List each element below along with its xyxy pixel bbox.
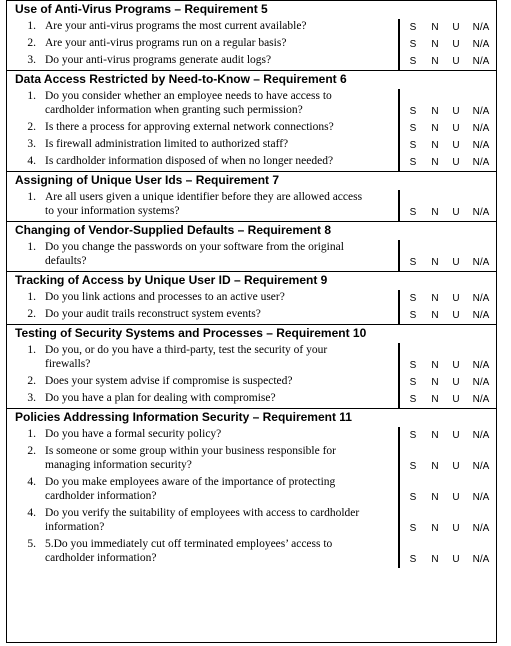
question-number: 3. <box>27 54 36 66</box>
option-na[interactable]: N/A <box>472 310 490 321</box>
question-text-line: Do your anti-virus programs generate audit logs? <box>45 54 272 66</box>
question-text-line: managing information security? <box>45 459 192 471</box>
option-n[interactable]: N <box>431 293 439 304</box>
option-u[interactable]: U <box>452 554 460 565</box>
option-u[interactable]: U <box>452 492 460 503</box>
option-u[interactable]: U <box>452 56 460 67</box>
question-text <box>45 444 398 472</box>
question-number: 1. <box>27 20 36 32</box>
question-text <box>45 374 398 388</box>
question-text-line: Do you consider whether an employee needs to have access to <box>45 90 332 102</box>
question-number: 1. <box>27 191 36 203</box>
question-text-line: firewalls? <box>45 358 91 370</box>
question-text-line: information? <box>45 521 105 533</box>
option-s[interactable]: S <box>409 492 417 503</box>
question-text-line: Do you have a formal security policy? <box>45 428 222 440</box>
option-u[interactable]: U <box>452 523 460 534</box>
question-row <box>7 53 496 70</box>
option-u[interactable]: U <box>452 106 460 117</box>
option-s[interactable]: S <box>409 257 417 268</box>
question-number: 1. <box>27 241 36 253</box>
question-text-line: to your information systems? <box>45 205 180 217</box>
option-u[interactable]: U <box>452 310 460 321</box>
option-na[interactable]: N/A <box>472 106 490 117</box>
question-text-line: defaults? <box>45 255 87 267</box>
answer-options <box>398 36 496 53</box>
question-number: 1. <box>27 291 36 303</box>
question-text <box>45 391 398 405</box>
answer-options <box>398 427 496 444</box>
question-row <box>7 137 496 154</box>
option-n[interactable]: N <box>431 492 439 503</box>
section-title: Data Access Restricted by Need-to-Know – Requirement 6 <box>15 72 347 86</box>
option-s[interactable]: S <box>409 22 417 33</box>
option-na[interactable]: N/A <box>472 157 490 168</box>
option-n[interactable]: N <box>431 207 439 218</box>
question-number: 2. <box>27 308 36 320</box>
question-row <box>7 537 496 568</box>
option-na[interactable]: N/A <box>472 523 490 534</box>
answer-options <box>398 120 496 137</box>
question-number: 4. <box>27 155 36 167</box>
option-n[interactable]: N <box>431 430 439 441</box>
option-u[interactable]: U <box>452 39 460 50</box>
question-text <box>45 343 398 371</box>
requirement-section <box>7 272 496 325</box>
option-u[interactable]: U <box>452 461 460 472</box>
option-na[interactable]: N/A <box>472 56 490 67</box>
option-n[interactable]: N <box>431 461 439 472</box>
section-title: Use of Anti-Virus Programs – Requirement 5 <box>15 2 268 16</box>
question-text-line: Is someone or some group within your business responsible for <box>45 445 336 457</box>
question-text-line: cardholder information? <box>45 552 157 564</box>
question-text-line: 5.Do you immediately cut off terminated employees’ access to <box>45 538 333 550</box>
question-number: 4. <box>27 476 36 488</box>
option-na[interactable]: N/A <box>472 554 490 565</box>
option-s[interactable]: S <box>409 523 417 534</box>
question-text-line: Do you have a plan for dealing with compromise? <box>45 392 276 404</box>
question-text-line: Is firewall administration limited to authorized staff? <box>45 138 289 150</box>
option-n[interactable]: N <box>431 123 439 134</box>
option-na[interactable]: N/A <box>472 461 490 472</box>
question-text <box>45 475 398 503</box>
answer-options <box>398 374 496 391</box>
option-na[interactable]: N/A <box>472 492 490 503</box>
question-number: 1. <box>27 90 36 102</box>
answer-options <box>398 343 496 374</box>
section-title: Changing of Vendor-Supplied Defaults – Requirement 8 <box>15 223 332 237</box>
option-na[interactable]: N/A <box>472 207 490 218</box>
answer-options <box>398 506 496 537</box>
question-row <box>7 36 496 53</box>
option-n[interactable]: N <box>431 257 439 268</box>
question-row <box>7 307 496 324</box>
option-s[interactable]: S <box>409 157 417 168</box>
question-row <box>7 290 496 307</box>
option-u[interactable]: U <box>452 157 460 168</box>
option-u[interactable]: U <box>452 293 460 304</box>
checklist-form <box>6 0 497 643</box>
question-row <box>7 120 496 137</box>
option-s[interactable]: S <box>409 106 417 117</box>
answer-options <box>398 475 496 506</box>
option-n[interactable]: N <box>431 360 439 371</box>
section-title: Policies Addressing Information Security – Requirement 11 <box>15 410 352 424</box>
option-u[interactable]: U <box>452 140 460 151</box>
answer-options <box>398 137 496 154</box>
question-text-line: Do you verify the suitability of employees with access to cardholder <box>45 507 360 519</box>
question-number: 3. <box>27 138 36 150</box>
option-s[interactable]: S <box>409 207 417 218</box>
question-number: 3. <box>27 392 36 404</box>
option-s[interactable]: S <box>409 293 417 304</box>
question-row <box>7 444 496 475</box>
answer-options <box>398 154 496 171</box>
answer-options <box>398 19 496 36</box>
question-text-line: Is cardholder information disposed of when no longer needed? <box>45 155 334 167</box>
option-n[interactable]: N <box>431 39 439 50</box>
question-number: 2. <box>27 375 36 387</box>
option-na[interactable]: N/A <box>472 360 490 371</box>
question-row <box>7 343 496 374</box>
question-number: 5. <box>27 538 36 550</box>
option-s[interactable]: S <box>409 360 417 371</box>
option-s[interactable]: S <box>409 140 417 151</box>
question-number: 2. <box>27 445 36 457</box>
question-text <box>45 307 398 321</box>
option-s[interactable]: S <box>409 123 417 134</box>
option-n[interactable]: N <box>431 310 439 321</box>
question-row <box>7 506 496 537</box>
option-na[interactable]: N/A <box>472 430 490 441</box>
question-text-line: cardholder information? <box>45 490 157 502</box>
question-text <box>45 137 398 151</box>
option-na[interactable]: N/A <box>472 123 490 134</box>
question-text <box>45 36 398 50</box>
question-text-line: Do you, or do you have a third-party, test the security of your <box>45 344 328 356</box>
option-u[interactable]: U <box>452 394 460 405</box>
requirement-section <box>7 71 496 172</box>
option-s[interactable]: S <box>409 39 417 50</box>
question-text <box>45 154 398 168</box>
question-row <box>7 154 496 171</box>
question-text <box>45 190 398 218</box>
answer-options <box>398 391 496 408</box>
requirement-section <box>7 222 496 272</box>
option-n[interactable]: N <box>431 106 439 117</box>
question-text-line: Do you link actions and processes to an active user? <box>45 291 285 303</box>
question-row <box>7 391 496 408</box>
option-u[interactable]: U <box>452 360 460 371</box>
question-text <box>45 537 398 565</box>
option-na[interactable]: N/A <box>472 257 490 268</box>
option-u[interactable]: U <box>452 430 460 441</box>
requirement-section <box>7 1 496 71</box>
question-number: 2. <box>27 37 36 49</box>
option-s[interactable]: S <box>409 394 417 405</box>
question-text <box>45 120 398 134</box>
option-u[interactable]: U <box>452 377 460 388</box>
option-s[interactable]: S <box>409 430 417 441</box>
answer-options <box>398 444 496 475</box>
question-number: 2. <box>27 121 36 133</box>
option-n[interactable]: N <box>431 157 439 168</box>
question-row <box>7 427 496 444</box>
question-text <box>45 53 398 67</box>
question-row <box>7 89 496 120</box>
option-na[interactable]: N/A <box>472 394 490 405</box>
question-text-line: Are your anti-virus programs the most current available? <box>45 20 307 32</box>
requirement-section <box>7 172 496 222</box>
option-u[interactable]: U <box>452 257 460 268</box>
option-na[interactable]: N/A <box>472 39 490 50</box>
section-title: Testing of Security Systems and Processes – Requirement 10 <box>15 326 367 340</box>
question-number: 1. <box>27 428 36 440</box>
question-text <box>45 89 398 117</box>
option-u[interactable]: U <box>452 207 460 218</box>
requirement-section <box>7 409 496 568</box>
question-number: 4. <box>27 507 36 519</box>
option-u[interactable]: U <box>452 22 460 33</box>
question-text-line: Do you make employees aware of the importance of protecting <box>45 476 336 488</box>
question-text-line: Does your system advise if compromise is suspected? <box>45 375 293 387</box>
option-na[interactable]: N/A <box>472 22 490 33</box>
option-u[interactable]: U <box>452 123 460 134</box>
option-n[interactable]: N <box>431 554 439 565</box>
question-text-line: Do you change the passwords on your software from the original <box>45 241 344 253</box>
question-row <box>7 475 496 506</box>
question-text <box>45 290 398 304</box>
option-na[interactable]: N/A <box>472 377 490 388</box>
question-text-line: cardholder information when granting such permission? <box>45 104 303 116</box>
option-n[interactable]: N <box>431 22 439 33</box>
question-row <box>7 190 496 221</box>
option-n[interactable]: N <box>431 394 439 405</box>
option-n[interactable]: N <box>431 377 439 388</box>
option-s[interactable]: S <box>409 554 417 565</box>
answer-options <box>398 89 496 120</box>
option-s[interactable]: S <box>409 377 417 388</box>
option-s[interactable]: S <box>409 310 417 321</box>
option-na[interactable]: N/A <box>472 293 490 304</box>
answer-options <box>398 190 496 221</box>
option-na[interactable]: N/A <box>472 140 490 151</box>
answer-options <box>398 290 496 307</box>
option-n[interactable]: N <box>431 523 439 534</box>
question-text-line: Is there a process for approving external network connections? <box>45 121 334 133</box>
question-row <box>7 19 496 36</box>
question-row <box>7 240 496 271</box>
answer-options <box>398 307 496 324</box>
question-text-line: Are all users given a unique identifier before they are allowed access <box>45 191 363 203</box>
question-text-line: Are your anti-virus programs run on a regular basis? <box>45 37 287 49</box>
question-text <box>45 240 398 268</box>
question-row <box>7 374 496 391</box>
section-title: Tracking of Access by Unique User ID – Requirement 9 <box>15 273 328 287</box>
question-text <box>45 506 398 534</box>
option-s[interactable]: S <box>409 461 417 472</box>
question-text <box>45 427 398 441</box>
question-number: 1. <box>27 344 36 356</box>
answer-options <box>398 537 496 568</box>
question-text <box>45 19 398 33</box>
section-title: Assigning of Unique User Ids – Requirement 7 <box>15 173 280 187</box>
option-s[interactable]: S <box>409 56 417 67</box>
question-text-line: Do your audit trails reconstruct system events? <box>45 308 261 320</box>
option-n[interactable]: N <box>431 140 439 151</box>
answer-options <box>398 240 496 271</box>
requirement-section <box>7 325 496 409</box>
answer-options <box>398 53 496 70</box>
option-n[interactable]: N <box>431 56 439 67</box>
